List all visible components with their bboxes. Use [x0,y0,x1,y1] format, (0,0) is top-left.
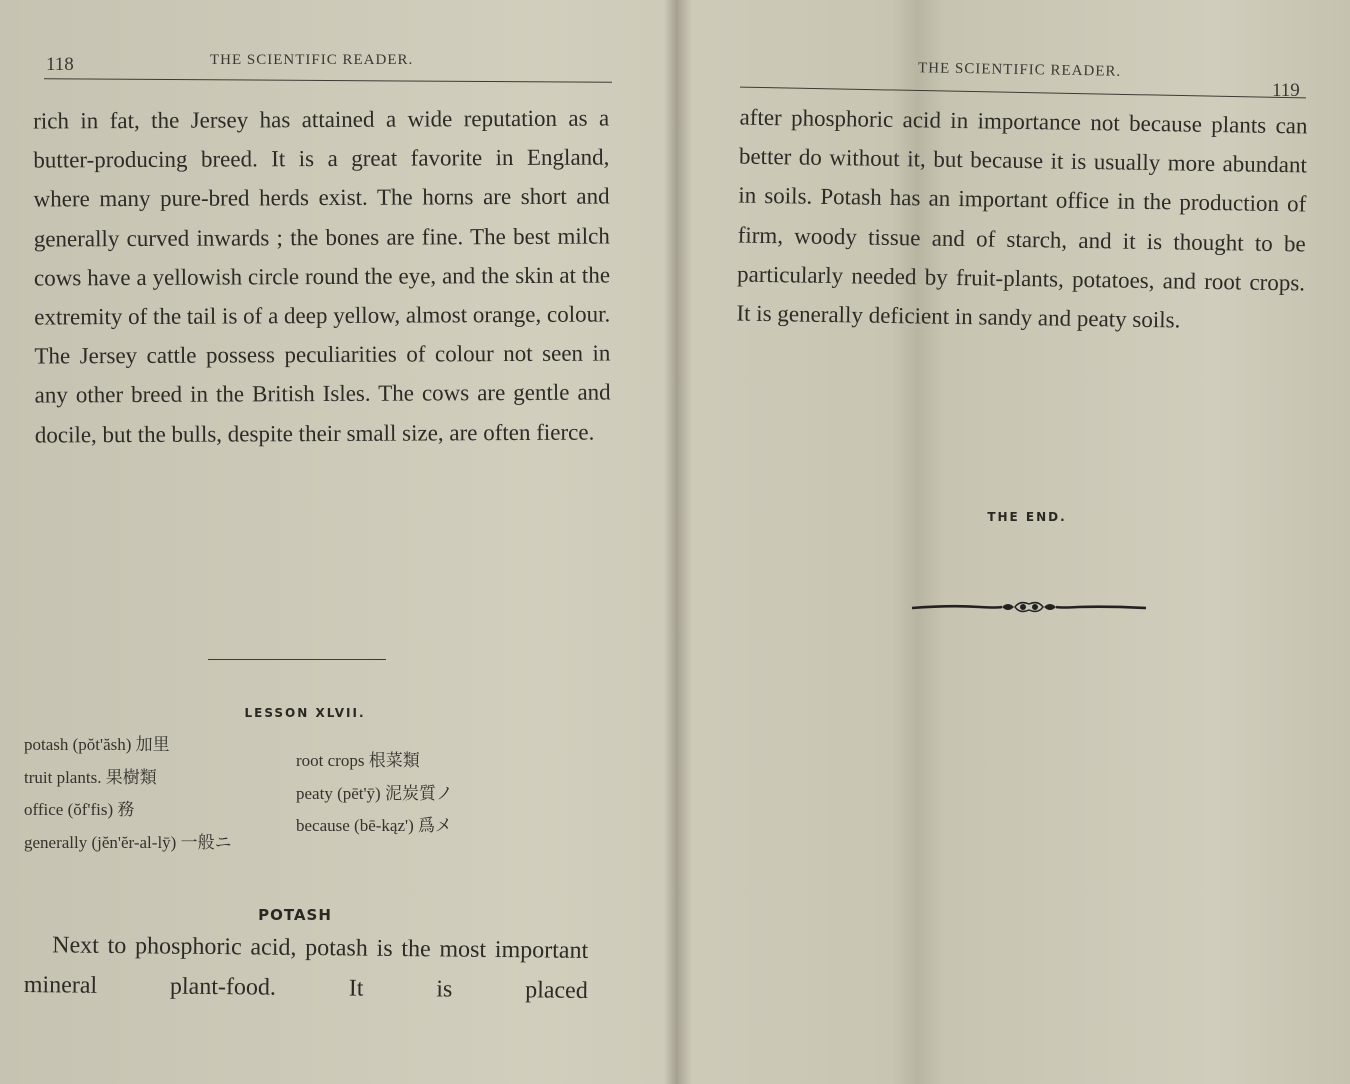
vocabulary-list-right [296,745,453,843]
running-head: THE SCIENTIFIC READER. [210,52,414,68]
vocabulary-item: because (bē-kąz') 爲メ [296,816,452,835]
vocabulary-item: truit plants. 果樹類 [24,767,157,787]
paragraph-text: after phosphoric acid in importance not because plants can better do without it, but because it is usually more abundant in soils. Potash has an important office in the production of firm, woody tissue and of starch, and it is thought to be particularly needed by fruit-plants, potatoes, and root crops. It is generally deficient in sandy and peaty soils. [736,104,1308,333]
body-paragraph [24,925,589,1011]
lesson-heading: LESSON XLVII. [244,706,366,720]
vocabulary-list-left [24,729,232,859]
left-page [0,0,664,1084]
body-paragraph [33,98,611,454]
section-title: POTASH [258,906,332,924]
page-number: 119 [1272,80,1300,101]
tailpiece-ornament-icon [910,596,1148,620]
end-mark: THE END. [987,510,1067,524]
header-rule [44,78,612,82]
vocabulary-item: office (ŏf'fis) 務 [24,800,135,819]
paragraph-text: Next to phosphoric acid, potash is the most important mineral plant-food. It is placed [23,932,589,1004]
section-divider [208,659,386,660]
paragraph-text: rich in fat, the Jersey has attained a wide reputation as a butter-producing breed. It is a great favorite in England, where many pure-bred herds exist. The horns are short and generally curved inwards ; the bones are fine. The best milch cows have a yellowish circle round the eye, and the skin at the extremity of the tail is of a deep yellow, almost orange, colour. The Jersey cattle possess peculiarities of colour not seen in any other breed in the British Isles. The cows are gentle and docile, but the bulls, despite their small size, are often fierce. [33,105,611,448]
running-head: THE SCIENTIFIC READER. [917,60,1122,80]
right-page [692,0,1350,1084]
page-number: 118 [46,54,74,75]
vocabulary-item: root crops 根菜類 [296,751,420,770]
book-gutter [664,0,692,1084]
vocabulary-item: potash (pŏt'ăsh) 加里 [24,735,170,754]
header-rule [740,87,1306,99]
vocabulary-item: peaty (pēt'ȳ) 泥炭質ノ [296,783,453,803]
body-paragraph [736,98,1308,342]
vocabulary-item: generally (jĕn'ĕr-al-lȳ) 一般ニ [24,832,232,852]
